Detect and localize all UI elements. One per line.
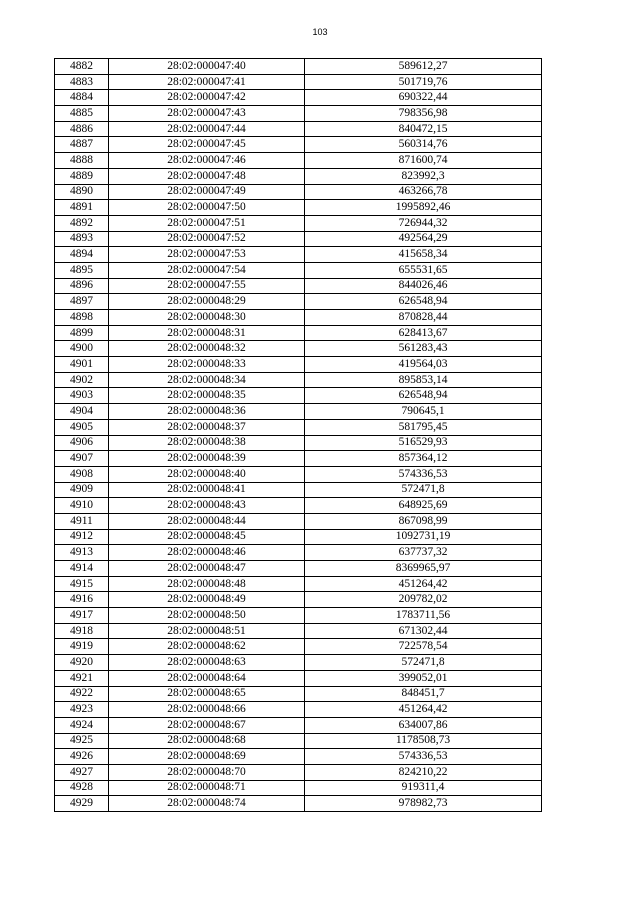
cadastral-value-cell: 722578,54 bbox=[305, 639, 542, 655]
cadastral-number-cell: 28:02:000048:49 bbox=[109, 592, 305, 608]
cadastral-number-cell: 28:02:000047:50 bbox=[109, 200, 305, 216]
cadastral-value-cell: 840472,15 bbox=[305, 121, 542, 137]
table-row bbox=[55, 294, 542, 310]
cadastral-value-cell: 1178508,73 bbox=[305, 733, 542, 749]
cadastral-number-cell: 28:02:000048:37 bbox=[109, 419, 305, 435]
cadastral-number-cell: 28:02:000047:44 bbox=[109, 121, 305, 137]
cadastral-value-cell: 978982,73 bbox=[305, 796, 542, 812]
table-row bbox=[55, 513, 542, 529]
table-row bbox=[55, 435, 542, 451]
cadastral-number-cell: 28:02:000048:70 bbox=[109, 764, 305, 780]
cadastral-value-table bbox=[54, 58, 542, 812]
table-row bbox=[55, 608, 542, 624]
row-number-cell: 4901 bbox=[55, 357, 109, 373]
row-number-cell: 4916 bbox=[55, 592, 109, 608]
table-row bbox=[55, 451, 542, 467]
table-row bbox=[55, 733, 542, 749]
cadastral-number-cell: 28:02:000048:46 bbox=[109, 545, 305, 561]
row-number-cell: 4900 bbox=[55, 341, 109, 357]
row-number-cell: 4902 bbox=[55, 372, 109, 388]
row-number-cell: 4884 bbox=[55, 90, 109, 106]
table-row bbox=[55, 121, 542, 137]
cadastral-value-cell: 492564,29 bbox=[305, 231, 542, 247]
row-number-cell: 4891 bbox=[55, 200, 109, 216]
cadastral-value-cell: 1783711,56 bbox=[305, 608, 542, 624]
cadastral-number-cell: 28:02:000048:40 bbox=[109, 466, 305, 482]
table-row bbox=[55, 702, 542, 718]
cadastral-value-cell: 209782,02 bbox=[305, 592, 542, 608]
row-number-cell: 4893 bbox=[55, 231, 109, 247]
cadastral-value-cell: 463266,78 bbox=[305, 184, 542, 200]
table-row bbox=[55, 466, 542, 482]
cadastral-number-cell: 28:02:000047:42 bbox=[109, 90, 305, 106]
cadastral-value-cell: 867098,99 bbox=[305, 513, 542, 529]
row-number-cell: 4917 bbox=[55, 608, 109, 624]
table-row bbox=[55, 310, 542, 326]
row-number-cell: 4890 bbox=[55, 184, 109, 200]
cadastral-number-cell: 28:02:000048:43 bbox=[109, 498, 305, 514]
table-row bbox=[55, 168, 542, 184]
cadastral-value-cell: 870828,44 bbox=[305, 310, 542, 326]
cadastral-value-cell: 823992,3 bbox=[305, 168, 542, 184]
row-number-cell: 4914 bbox=[55, 561, 109, 577]
cadastral-number-cell: 28:02:000047:54 bbox=[109, 262, 305, 278]
row-number-cell: 4895 bbox=[55, 262, 109, 278]
table-row bbox=[55, 561, 542, 577]
table-body bbox=[55, 59, 542, 812]
row-number-cell: 4906 bbox=[55, 435, 109, 451]
row-number-cell: 4911 bbox=[55, 513, 109, 529]
cadastral-number-cell: 28:02:000047:51 bbox=[109, 215, 305, 231]
row-number-cell: 4905 bbox=[55, 419, 109, 435]
row-number-cell: 4918 bbox=[55, 623, 109, 639]
row-number-cell: 4894 bbox=[55, 247, 109, 263]
cadastral-number-cell: 28:02:000048:63 bbox=[109, 655, 305, 671]
row-number-cell: 4909 bbox=[55, 482, 109, 498]
table-row bbox=[55, 717, 542, 733]
row-number-cell: 4927 bbox=[55, 764, 109, 780]
table-row bbox=[55, 623, 542, 639]
table-row bbox=[55, 153, 542, 169]
row-number-cell: 4898 bbox=[55, 310, 109, 326]
row-number-cell: 4913 bbox=[55, 545, 109, 561]
table-row bbox=[55, 592, 542, 608]
table-row bbox=[55, 231, 542, 247]
cadastral-value-cell: 671302,44 bbox=[305, 623, 542, 639]
cadastral-value-cell: 572471,8 bbox=[305, 655, 542, 671]
cadastral-number-cell: 28:02:000048:30 bbox=[109, 310, 305, 326]
row-number-cell: 4892 bbox=[55, 215, 109, 231]
cadastral-value-cell: 824210,22 bbox=[305, 764, 542, 780]
row-number-cell: 4929 bbox=[55, 796, 109, 812]
cadastral-number-cell: 28:02:000048:62 bbox=[109, 639, 305, 655]
cadastral-value-cell: 726944,32 bbox=[305, 215, 542, 231]
table-row bbox=[55, 780, 542, 796]
cadastral-number-cell: 28:02:000047:49 bbox=[109, 184, 305, 200]
cadastral-number-cell: 28:02:000048:68 bbox=[109, 733, 305, 749]
table-row bbox=[55, 404, 542, 420]
row-number-cell: 4883 bbox=[55, 74, 109, 90]
cadastral-value-cell: 626548,94 bbox=[305, 294, 542, 310]
cadastral-number-cell: 28:02:000048:29 bbox=[109, 294, 305, 310]
cadastral-number-cell: 28:02:000047:41 bbox=[109, 74, 305, 90]
table-row bbox=[55, 215, 542, 231]
cadastral-number-cell: 28:02:000048:66 bbox=[109, 702, 305, 718]
table-row bbox=[55, 200, 542, 216]
row-number-cell: 4888 bbox=[55, 153, 109, 169]
cadastral-value-cell: 560314,76 bbox=[305, 137, 542, 153]
row-number-cell: 4897 bbox=[55, 294, 109, 310]
row-number-cell: 4908 bbox=[55, 466, 109, 482]
cadastral-value-cell: 399052,01 bbox=[305, 670, 542, 686]
table-row bbox=[55, 388, 542, 404]
table-row bbox=[55, 90, 542, 106]
cadastral-value-cell: 1092731,19 bbox=[305, 529, 542, 545]
cadastral-value-cell: 857364,12 bbox=[305, 451, 542, 467]
cadastral-value-cell: 501719,76 bbox=[305, 74, 542, 90]
cadastral-value-cell: 919311,4 bbox=[305, 780, 542, 796]
cadastral-value-cell: 655531,65 bbox=[305, 262, 542, 278]
cadastral-value-cell: 574336,53 bbox=[305, 749, 542, 765]
cadastral-number-cell: 28:02:000048:36 bbox=[109, 404, 305, 420]
row-number-cell: 4899 bbox=[55, 325, 109, 341]
cadastral-value-cell: 634007,86 bbox=[305, 717, 542, 733]
cadastral-number-cell: 28:02:000047:45 bbox=[109, 137, 305, 153]
row-number-cell: 4904 bbox=[55, 404, 109, 420]
row-number-cell: 4882 bbox=[55, 59, 109, 75]
cadastral-value-cell: 8369965,97 bbox=[305, 561, 542, 577]
cadastral-number-cell: 28:02:000048:50 bbox=[109, 608, 305, 624]
cadastral-number-cell: 28:02:000048:51 bbox=[109, 623, 305, 639]
row-number-cell: 4896 bbox=[55, 278, 109, 294]
row-number-cell: 4907 bbox=[55, 451, 109, 467]
row-number-cell: 4912 bbox=[55, 529, 109, 545]
table-row bbox=[55, 184, 542, 200]
cadastral-number-cell: 28:02:000048:65 bbox=[109, 686, 305, 702]
row-number-cell: 4925 bbox=[55, 733, 109, 749]
cadastral-number-cell: 28:02:000047:48 bbox=[109, 168, 305, 184]
cadastral-value-cell: 451264,42 bbox=[305, 702, 542, 718]
cadastral-number-cell: 28:02:000048:47 bbox=[109, 561, 305, 577]
cadastral-value-cell: 895853,14 bbox=[305, 372, 542, 388]
row-number-cell: 4910 bbox=[55, 498, 109, 514]
table-row bbox=[55, 262, 542, 278]
table-row bbox=[55, 686, 542, 702]
row-number-cell: 4928 bbox=[55, 780, 109, 796]
table-row bbox=[55, 247, 542, 263]
cadastral-number-cell: 28:02:000048:34 bbox=[109, 372, 305, 388]
table-row bbox=[55, 357, 542, 373]
table-row bbox=[55, 498, 542, 514]
table-row bbox=[55, 106, 542, 122]
row-number-cell: 4919 bbox=[55, 639, 109, 655]
row-number-cell: 4923 bbox=[55, 702, 109, 718]
page-number: 103 bbox=[312, 27, 328, 37]
table-row bbox=[55, 576, 542, 592]
row-number-cell: 4922 bbox=[55, 686, 109, 702]
row-number-cell: 4887 bbox=[55, 137, 109, 153]
cadastral-number-cell: 28:02:000048:32 bbox=[109, 341, 305, 357]
cadastral-number-cell: 28:02:000048:39 bbox=[109, 451, 305, 467]
cadastral-number-cell: 28:02:000048:74 bbox=[109, 796, 305, 812]
row-number-cell: 4889 bbox=[55, 168, 109, 184]
cadastral-value-cell: 790645,1 bbox=[305, 404, 542, 420]
cadastral-value-cell: 690322,44 bbox=[305, 90, 542, 106]
cadastral-value-cell: 798356,98 bbox=[305, 106, 542, 122]
cadastral-number-cell: 28:02:000048:33 bbox=[109, 357, 305, 373]
row-number-cell: 4926 bbox=[55, 749, 109, 765]
cadastral-value-cell: 1995892,46 bbox=[305, 200, 542, 216]
cadastral-number-cell: 28:02:000048:41 bbox=[109, 482, 305, 498]
cadastral-value-cell: 415658,34 bbox=[305, 247, 542, 263]
table-row bbox=[55, 670, 542, 686]
cadastral-value-cell: 572471,8 bbox=[305, 482, 542, 498]
table-row bbox=[55, 278, 542, 294]
table-row bbox=[55, 372, 542, 388]
cadastral-number-cell: 28:02:000048:31 bbox=[109, 325, 305, 341]
cadastral-number-cell: 28:02:000048:35 bbox=[109, 388, 305, 404]
table-row bbox=[55, 639, 542, 655]
cadastral-value-cell: 561283,43 bbox=[305, 341, 542, 357]
cadastral-value-cell: 581795,45 bbox=[305, 419, 542, 435]
cadastral-number-cell: 28:02:000048:45 bbox=[109, 529, 305, 545]
table-row bbox=[55, 749, 542, 765]
cadastral-value-cell: 848451,7 bbox=[305, 686, 542, 702]
cadastral-number-cell: 28:02:000047:43 bbox=[109, 106, 305, 122]
table-row bbox=[55, 419, 542, 435]
cadastral-number-cell: 28:02:000048:48 bbox=[109, 576, 305, 592]
table-row bbox=[55, 655, 542, 671]
table-row bbox=[55, 764, 542, 780]
table-row bbox=[55, 137, 542, 153]
cadastral-value-cell: 516529,93 bbox=[305, 435, 542, 451]
table-row bbox=[55, 325, 542, 341]
cadastral-value-cell: 844026,46 bbox=[305, 278, 542, 294]
row-number-cell: 4886 bbox=[55, 121, 109, 137]
table-row bbox=[55, 482, 542, 498]
cadastral-number-cell: 28:02:000048:64 bbox=[109, 670, 305, 686]
table-row bbox=[55, 545, 542, 561]
cadastral-value-cell: 589612,27 bbox=[305, 59, 542, 75]
cadastral-number-cell: 28:02:000048:71 bbox=[109, 780, 305, 796]
cadastral-value-cell: 648925,69 bbox=[305, 498, 542, 514]
table-row bbox=[55, 529, 542, 545]
cadastral-value-cell: 628413,67 bbox=[305, 325, 542, 341]
cadastral-number-cell: 28:02:000047:40 bbox=[109, 59, 305, 75]
cadastral-number-cell: 28:02:000048:44 bbox=[109, 513, 305, 529]
cadastral-number-cell: 28:02:000048:38 bbox=[109, 435, 305, 451]
table-row bbox=[55, 796, 542, 812]
cadastral-value-cell: 419564,03 bbox=[305, 357, 542, 373]
cadastral-number-cell: 28:02:000047:46 bbox=[109, 153, 305, 169]
cadastral-value-cell: 574336,53 bbox=[305, 466, 542, 482]
row-number-cell: 4903 bbox=[55, 388, 109, 404]
row-number-cell: 4885 bbox=[55, 106, 109, 122]
row-number-cell: 4921 bbox=[55, 670, 109, 686]
cadastral-number-cell: 28:02:000047:52 bbox=[109, 231, 305, 247]
table-row bbox=[55, 59, 542, 75]
row-number-cell: 4920 bbox=[55, 655, 109, 671]
cadastral-value-cell: 637737,32 bbox=[305, 545, 542, 561]
cadastral-number-cell: 28:02:000048:69 bbox=[109, 749, 305, 765]
cadastral-value-cell: 451264,42 bbox=[305, 576, 542, 592]
cadastral-number-cell: 28:02:000047:55 bbox=[109, 278, 305, 294]
row-number-cell: 4924 bbox=[55, 717, 109, 733]
cadastral-value-cell: 871600,74 bbox=[305, 153, 542, 169]
cadastral-number-cell: 28:02:000047:53 bbox=[109, 247, 305, 263]
cadastral-value-cell: 626548,94 bbox=[305, 388, 542, 404]
table-row bbox=[55, 74, 542, 90]
row-number-cell: 4915 bbox=[55, 576, 109, 592]
cadastral-number-cell: 28:02:000048:67 bbox=[109, 717, 305, 733]
table-row bbox=[55, 341, 542, 357]
